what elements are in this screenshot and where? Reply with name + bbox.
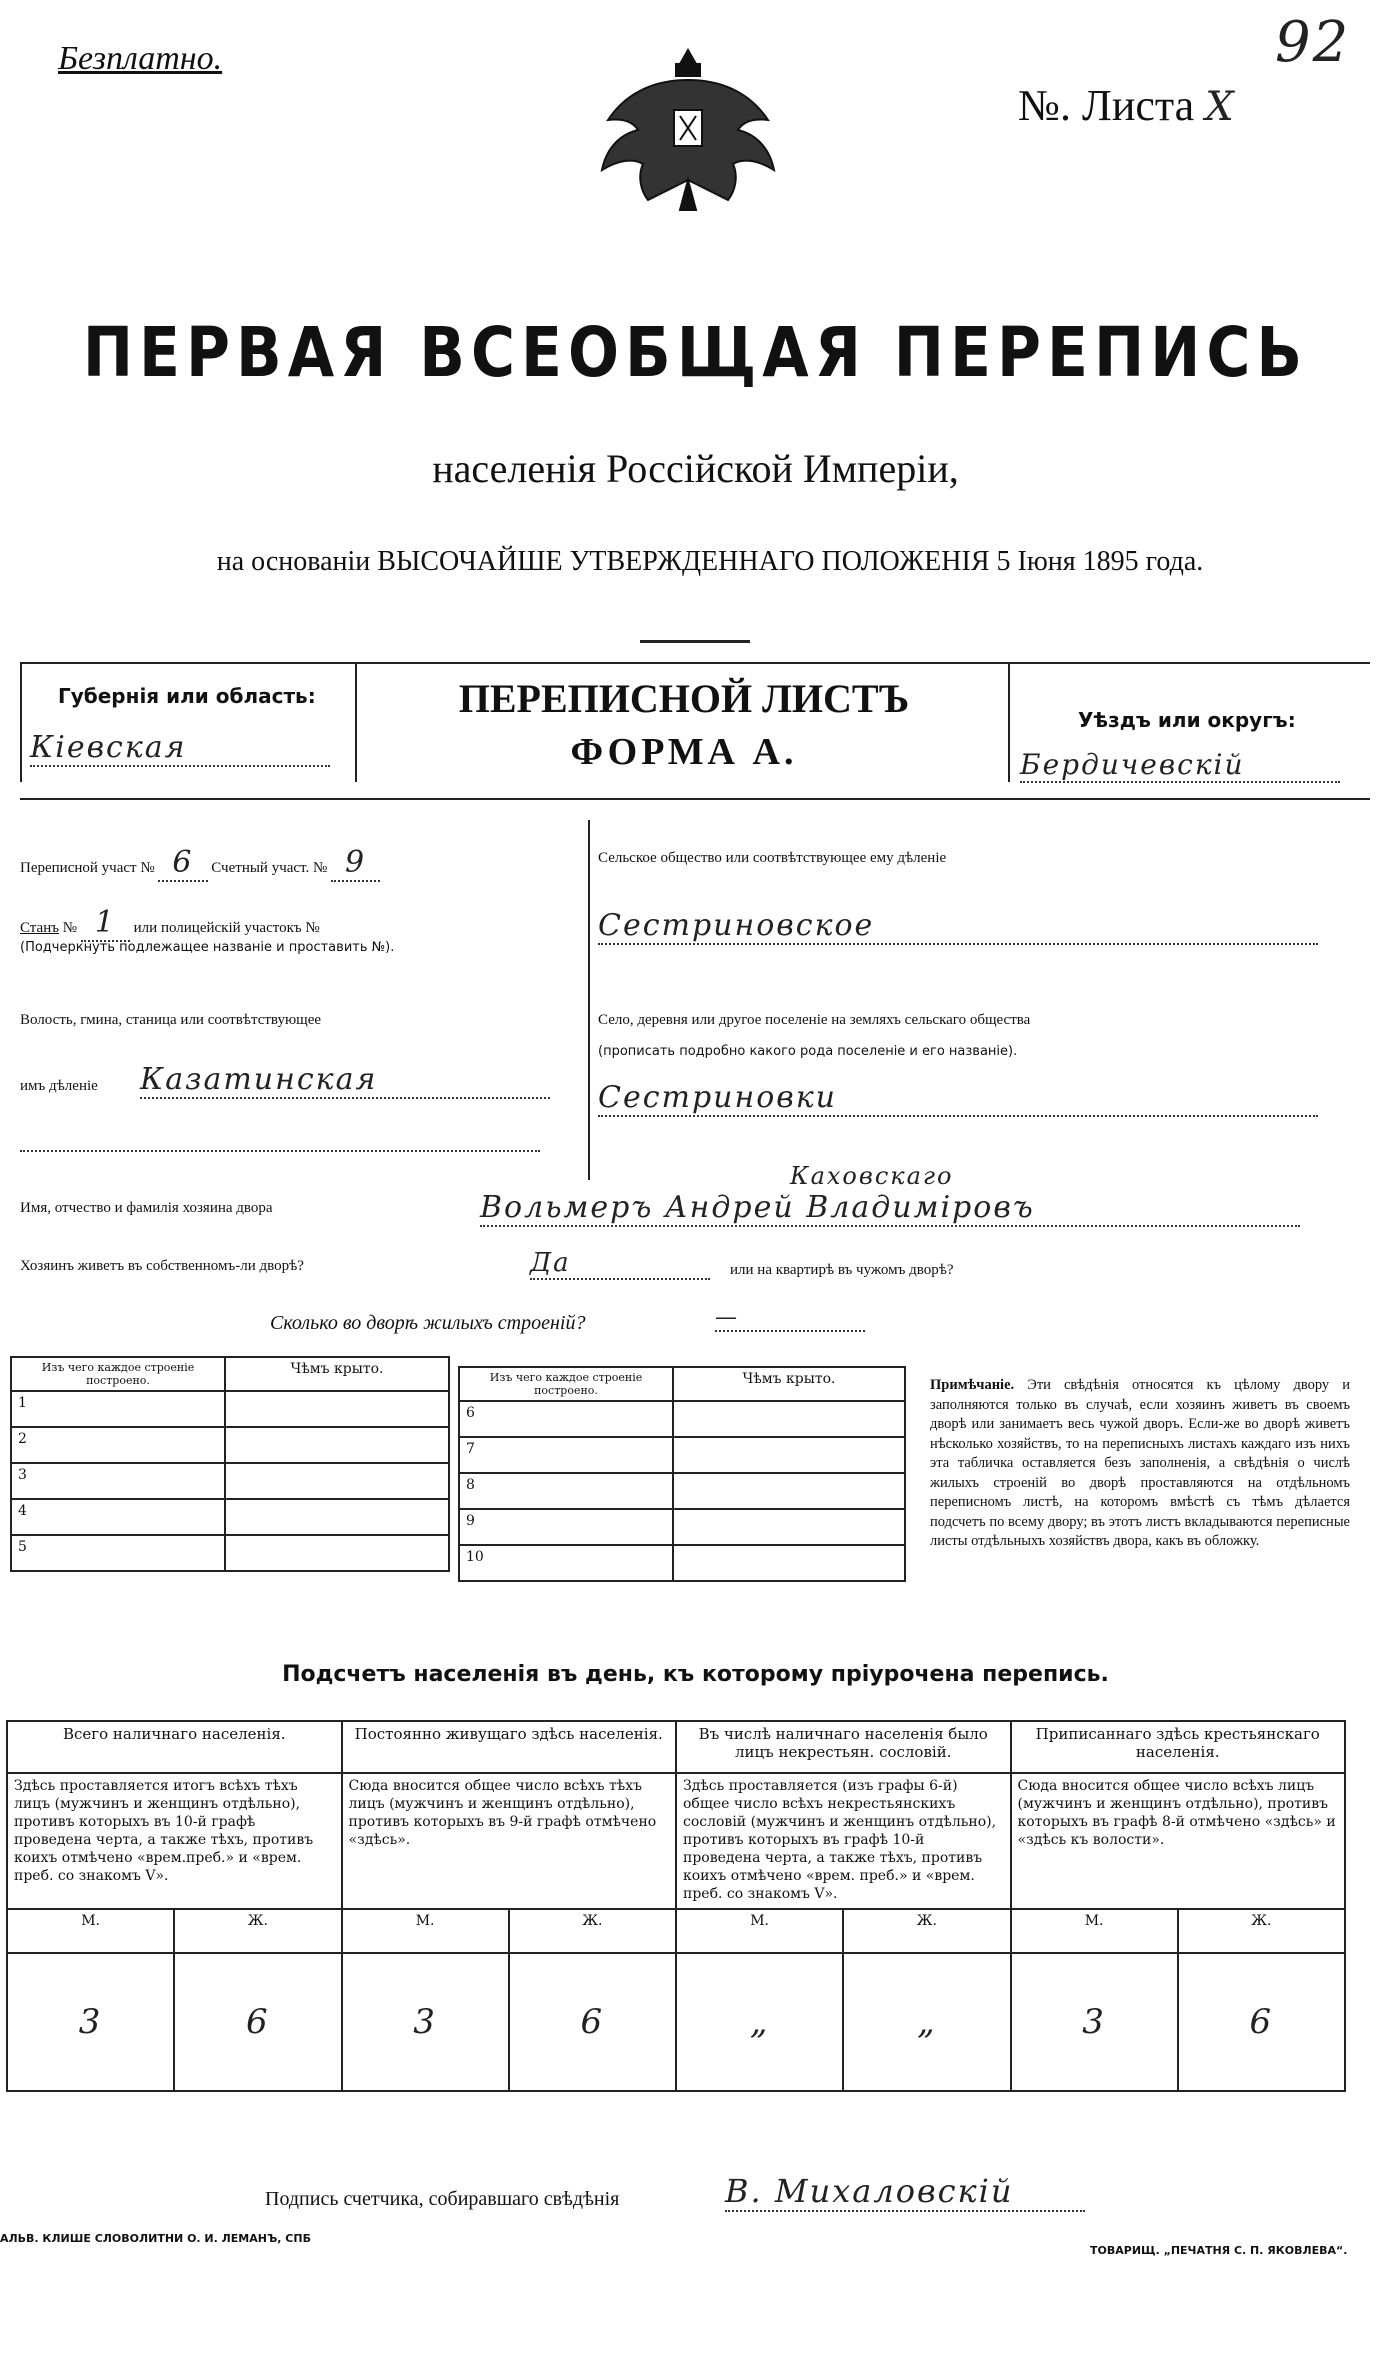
table-row: 3 <box>11 1463 449 1499</box>
table-row: 2 <box>11 1427 449 1463</box>
free-label: Безплатно. <box>58 40 223 77</box>
buildings-value: — <box>715 1305 865 1332</box>
volost-label: Волость, гмина, станица или соотвѣтствующее <box>20 1012 322 1028</box>
buildings-col-roof: Чѣмъ крыто. <box>225 1357 449 1391</box>
buildings-label: Сколько во дворѣ жилыхъ строеній? <box>270 1312 586 1334</box>
form-head-top-rule <box>20 662 1370 664</box>
corner-number: 92 <box>1275 10 1351 75</box>
perep-uchast-number: 6 <box>158 845 207 882</box>
perep-uchast-row: Переписной участ № 6 Счетный участ. № 9 <box>20 845 570 880</box>
volost-value: Казатинская <box>140 1062 550 1099</box>
uezd-value: Бердичевскій <box>1020 748 1340 783</box>
count-col-4-head: Приписаннаго здѣсь крестьянскаго населенія. <box>1011 1721 1346 1773</box>
owner-name-value: Вольмеръ Андрей Владиміровъ <box>480 1190 1300 1227</box>
owner-lives-value: Да <box>530 1248 710 1280</box>
count-col-4-m: 3 <box>1011 1953 1178 2091</box>
obshchestvo-label: Сельское общество или соотвѣтствующее ему дѣленіе <box>598 850 947 866</box>
count-col-1-zh: 6 <box>174 1953 341 2091</box>
count-col-2-head: Постоянно живущаго здѣсь населенія. <box>342 1721 677 1773</box>
printer-right: ТОВАРИЩ. „ПЕЧАТНЯ С. П. ЯКОВЛЕВА“. <box>1090 2244 1348 2257</box>
fields-vertical-divider <box>588 820 590 1180</box>
buildings-table-left <box>10 1356 450 1572</box>
count-col-3-m: „ <box>676 1953 843 2091</box>
obshchestvo-value: Сестриновское <box>598 908 1318 945</box>
printer-left: АЛЬВ. КЛИШЕ СЛОВОЛИТНИ О. И. ЛЕМАНЪ, СПБ <box>0 2232 311 2245</box>
count-col-1-m: 3 <box>7 1953 174 2091</box>
imperial-eagle-emblem <box>588 40 788 220</box>
sheet-number-label: №. Листа X <box>1018 81 1236 130</box>
count-col-4-zh: 6 <box>1178 1953 1345 2091</box>
signature-label: Подпись счетчика, собиравшаго свѣдѣнія <box>265 2188 620 2210</box>
count-col-3-head: Въ числѣ наличнаго населенія было лицъ некрестьян. сословій. <box>676 1721 1011 1773</box>
form-subtitle: ФОРМА А. <box>570 731 798 773</box>
table-row: 10 <box>459 1545 905 1581</box>
form-title: ПЕРЕПИСНОЙ ЛИСТЪ <box>458 676 910 721</box>
owner-lives-label: Хозяинъ живетъ въ собственномъ-ли дворѣ? <box>20 1258 304 1274</box>
schet-uchast-number: 9 <box>331 845 380 882</box>
fields-bottom-rule <box>20 1150 540 1152</box>
table-row: 4 <box>11 1499 449 1535</box>
gubernia-value: Кіевская <box>30 730 330 767</box>
buildings-table-right: Изъ чего каждое строеніе построено. Чѣмъ крыто. 6 7 8 9 10 <box>458 1366 906 1582</box>
count-col-1-desc: Здѣсь проставляется итогъ всѣхъ тѣхъ лицъ (мужчинъ и женщинъ отдѣльно), противъ которыхъ въ 10-й графѣ проведена черта, а также тѣхъ, противъ коихъ отмѣчено «врем.преб.» и «врем. преб. со знакомъ V». <box>7 1773 342 1909</box>
count-col-4-desc: Сюда вносится общее число всѣхъ лицъ (мужчинъ и женщинъ отдѣльно), противъ которыхъ въ графѣ 8-й отмѣчено «здѣсь» и «здѣсь къ волости». <box>1011 1773 1346 1909</box>
count-col-3-zh: „ <box>843 1953 1010 2091</box>
owner-name-label: Имя, отчество и фамилія хозяина двора <box>20 1200 273 1216</box>
stan-number: 1 <box>81 905 130 942</box>
count-col-2-desc: Сюда вносится общее число всѣхъ тѣхъ лицъ (мужчинъ и женщинъ отдѣльно), противъ которыхъ въ 9-й графѣ отмѣчено «здѣсь». <box>342 1773 677 1909</box>
table-row: 8 <box>459 1473 905 1509</box>
count-col-1-head: Всего наличнаго населенія. <box>7 1721 342 1773</box>
table-row: 9 <box>459 1509 905 1545</box>
count-heading: Подсчетъ населенія въ день, къ которому пріурочена перепись. <box>282 1662 1109 1687</box>
selo-value: Сестриновки <box>598 1080 1318 1117</box>
selo-label: Село, деревня или другое поселеніе на земляхъ сельскаго общества <box>598 1012 1031 1028</box>
form-head-bottom-rule <box>20 798 1370 800</box>
gubernia-label: Губернія или область: <box>58 684 316 708</box>
census-basis: на основаніи ВЫСОЧАЙШЕ УТВЕРЖДЕННАГО ПОЛОЖЕНІЯ 5 Іюня 1895 года. <box>216 546 1204 577</box>
stan-row: Станъ № 1 или полицейскій участокъ № <box>20 905 320 940</box>
volost-label-2: имъ дѣленіе <box>20 1078 98 1094</box>
table-row: 1 <box>11 1391 449 1427</box>
uezd-label: Уѣздъ или округъ: <box>1078 708 1296 732</box>
owner-name-above: Каховскаго <box>790 1162 954 1190</box>
owner-or-label: или на квартирѣ въ чужомъ дворѣ? <box>730 1262 954 1278</box>
count-col-2-m: 3 <box>342 1953 509 2091</box>
stan-note: (Подчеркнуть подлежащее названіе и проставить №). <box>20 940 395 955</box>
table-row: 5 <box>11 1535 449 1571</box>
ornament-divider <box>640 640 750 643</box>
census-subtitle: населенія Россійской Имперіи, <box>432 446 959 491</box>
form-head-divider-2 <box>1008 662 1010 782</box>
table-row: 6 <box>459 1401 905 1437</box>
selo-note: (прописать подробно какого рода поселеніе и его названіе). <box>598 1044 1018 1059</box>
count-col-3-desc: Здѣсь проставляется (изъ графы 6-й) общее число всѣхъ некрестьянскихъ сословій (мужчинъ и женщинъ отдѣльно), противъ которыхъ въ графѣ 10-й проведена черта, а также тѣхъ, противъ коихъ отмѣчено «врем. преб.» и «врем. преб. со знакомъ V». <box>676 1773 1011 1909</box>
remark-block: Примѣчаніе. Эти свѣдѣнія относятся къ цѣлому двору и заполняются только въ случаѣ, если хозяинъ живетъ въ своемъ дворѣ или занимаетъ весь чужой дворъ. Если-же во дворѣ живетъ нѣсколько хозяйствъ, то на переписныхъ листахъ каждаго изъ нихъ эта табличка оставляется безъ заполненія, а свѣдѣнія о числѣ жилыхъ строеній во дворѣ проставляются на отдѣльномъ переписномъ листѣ, на которомъ вмѣстѣ съ тѣмъ дѣлается подсчетъ по всему двору; въ этотъ листъ вкладываются переписные листы отдѣльныхъ хозяйствъ двора, какъ въ обложку. <box>930 1377 1351 1549</box>
signature-value: В. Михаловскій <box>725 2172 1085 2212</box>
form-head-left-border <box>20 662 22 782</box>
form-head-divider-1 <box>355 662 357 782</box>
count-col-2-zh: 6 <box>509 1953 676 2091</box>
census-title: ПЕРВАЯ ВСЕОБЩАЯ ПЕРЕПИСЬ <box>82 312 1309 394</box>
table-row: 7 <box>459 1437 905 1473</box>
population-count-table: Всего наличнаго населенія. Постоянно живущаго здѣсь населенія. Въ числѣ наличнаго населенія было лицъ некрестьян. сословій. Приписаннаго здѣсь крестьянскаго населенія. Здѣсь проставляется итогъ всѣхъ тѣхъ лицъ (мужчинъ и женщинъ отдѣльно), противъ которыхъ въ 10-й графѣ проведена черта, а также тѣхъ, противъ коихъ отмѣчено «врем.преб.» и «врем. преб. со знакомъ V». Сюда вносится общее число всѣхъ тѣхъ лицъ (мужчинъ и женщинъ отдѣльно), противъ которыхъ въ 9-й графѣ отмѣчено «здѣсь». Здѣсь проставляется (изъ графы 6-й) общее число всѣхъ некрестьянскихъ сословій (мужчинъ и женщинъ отдѣльно), противъ которыхъ въ графѣ 10-й проведена черта, а также тѣхъ, противъ коихъ отмѣчено «врем. преб.» и «врем. преб. со знакомъ V». Сюда вносится общее число всѣхъ лицъ (мужчинъ и женщинъ отдѣльно), противъ которыхъ въ графѣ 8-й отмѣчено «здѣсь» и «здѣсь къ волости». М. Ж. М. Ж. М. Ж. М. Ж. 3 6 3 6 „ „ 3 6 <box>6 1720 1346 2092</box>
buildings-col-material: Изъ чего каждое строеніе построено. <box>11 1357 225 1391</box>
